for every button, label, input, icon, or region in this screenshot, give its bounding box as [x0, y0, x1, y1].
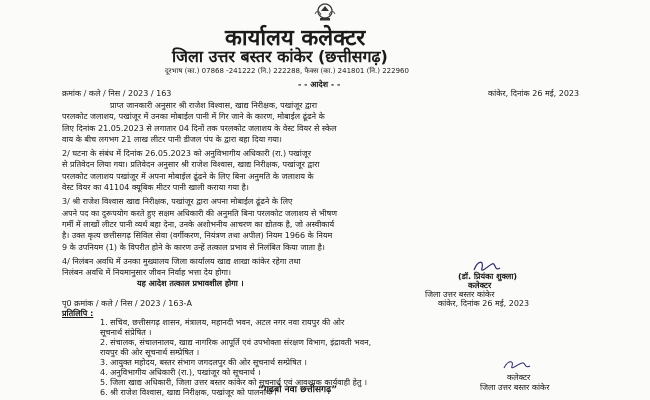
- paragraph-line: 3/ श्री राजेश विश्वास खाद्य निरीक्षक, पखांजूर द्वारा अपना मोबाईल ढूंढने के लिए: [62, 197, 293, 207]
- phone-fax-line: दूरभाष (का.) 07868 -241222 (नि.) 222288, फैक्स (का.) 241801 (नि.) 222960: [165, 67, 409, 75]
- copy-item: 6. श्री राजेश विश्वास, खाद्य निरीक्षक, पखांजूर को पालनार्थ ।: [100, 388, 277, 397]
- slogan: “गढ़बो नवा छत्तीसगढ़”: [258, 385, 338, 395]
- effect-statement: यह आदेश तत्काल प्रभावशील होगा ।: [137, 279, 244, 289]
- district-name: जिला उत्तर बस्तर कांकेर (छत्तीसगढ़): [172, 47, 388, 66]
- copy-office: जिला उत्तर बस्तर कांकेर: [480, 383, 550, 392]
- paragraph-line: 9 के उपनियम (1) के विपरीत होने के कारण उन्हें तत्काल प्रभाव से निलंबित किया जाता है।: [62, 242, 325, 252]
- copy-item: 3. आयुक्त महोदय, बस्तर संभाग जगदलपुर की ओर सूचनार्थ सम्प्रेषित ।: [100, 358, 307, 367]
- paragraph-line: 4/ निलंबन अवधि में उनका मुख्यालय जिला कार्यालय खाद्य शाखा कांकेर रहेगा तथा: [62, 256, 301, 266]
- office-title: कार्यालय कलेक्टर: [225, 26, 366, 51]
- copy-heading: प्रतिलिपि :: [62, 309, 94, 318]
- paragraph-line: परलकोट जलाशय, पखांजूर में उनका मोबाईल पानी में गिर जाने के कारण, मोबाईल ढूंढने के: [62, 112, 325, 122]
- paragraph-line: अपने पद का दुरूपयोग करते हुए सक्षम अधिकारी की अनुमति बिना परलकोट जलाशय से भीषण: [62, 208, 338, 218]
- order-reference: क्रमांक / कले / निस / 2023 / 163: [62, 89, 172, 98]
- paragraph-line: परलकोट जलाशय पखांजूर में अपना मोबाईल ढूंढने के लिए बिना अनुमति के जलाशय के: [62, 171, 314, 181]
- order-label: - - आदेश - -: [298, 80, 341, 89]
- signatory-designation: कलेक्टर: [468, 281, 492, 290]
- copy-designation: कलेक्टर: [507, 373, 531, 382]
- order-date: कांकेर, दिनांक 26 मई, 2023: [488, 89, 580, 98]
- paragraph-line: गर्मी में लाखों लीटर पानी व्यर्थ बहा देना, उनके अशोभनीय आचरण का द्योतक है, जो अस्वीकार्य: [62, 219, 335, 229]
- paragraph-line: लिए दिनांक 21.05.2023 से लगातार 04 दिनों तक परलकोट जलाशय के वेस्ट वियर से स्केल: [62, 123, 337, 133]
- copy-item: 2. संचालक, संचालनालय, खाद्य नागरिक आपूर्ति एवं उपभोक्ता संरक्षण विभाग, इंद्रावती भवन,: [100, 338, 372, 347]
- paragraph-line: 2/ घटना के संबंध में दिनांक 26.05.2023 को अनुविभागीय अधिकारी (रा.) पखांजूर: [62, 149, 311, 159]
- signature-mark-small: [500, 358, 540, 372]
- signatory-name: (डॉ. प्रियंका शुक्ला): [458, 272, 518, 281]
- state-emblem-icon: [312, 2, 338, 22]
- paragraph-line: वेस्ट वियर का 41104 क्यूबिक मीटर पानी खाली कराया गया है।: [62, 183, 249, 193]
- paragraph-line: से प्रतिवेदन लिया गया। प्रतिवेदन अनुसार श्री राजेश विश्वास, खाद्य निरीक्षक, पखांजूर द्वारा: [62, 160, 320, 170]
- signature-place-date: कांकेर, दिनांक 26 मई, 2023: [438, 299, 530, 308]
- copy-item: रायपुर की ओर सूचनार्थ सम्प्रेषित ।: [100, 348, 200, 357]
- copy-item: 4. अनुविभागीय अधिकारी (रा.), पखांजूर को सूचनार्थ ।: [100, 368, 261, 377]
- paragraph-line: है। उक्त कृत्य छत्तीसगढ़ सिविल सेवा (वर्गीकरण, नियंत्रण तथा अपील) नियम 1966 के नियम: [62, 231, 333, 241]
- copy-item: 1. सचिव, छत्तीसगढ़ शासन, मंत्रालय, महानदी भवन, अटल नगर नवा रायपुर की ओर: [100, 318, 345, 327]
- paragraph-line: प्राप्त जानकारी अनुसार श्री राजेश विश्वास, खाद्य निरीक्षक, पखांजूर द्वारा: [110, 101, 318, 110]
- copy-item: 5. जिला खाद्य अधिकारी, जिला उत्तर बस्तर कांकेर को सूचनार्थ एवं आवश्यक कार्यवाही हेतु ।: [100, 378, 367, 387]
- paragraph-line: वाय के बीच लगभग 21 लाख लीटर पानी डीजल पंप के द्वारा बहा दिया गया।: [62, 134, 282, 144]
- signatory-office: जिला उत्तर बस्तर कांकेर: [425, 290, 495, 299]
- copy-reference: पृ0 क्रमांक / कले / निस / 2023 / 163-A: [62, 299, 192, 308]
- copy-item: सूचनार्थ संप्रेषित ।: [100, 328, 152, 337]
- paragraph-line: निलंबन अवधि में नियमानुसार जीवन निर्वाह भत्ता देय होगा।: [62, 268, 232, 278]
